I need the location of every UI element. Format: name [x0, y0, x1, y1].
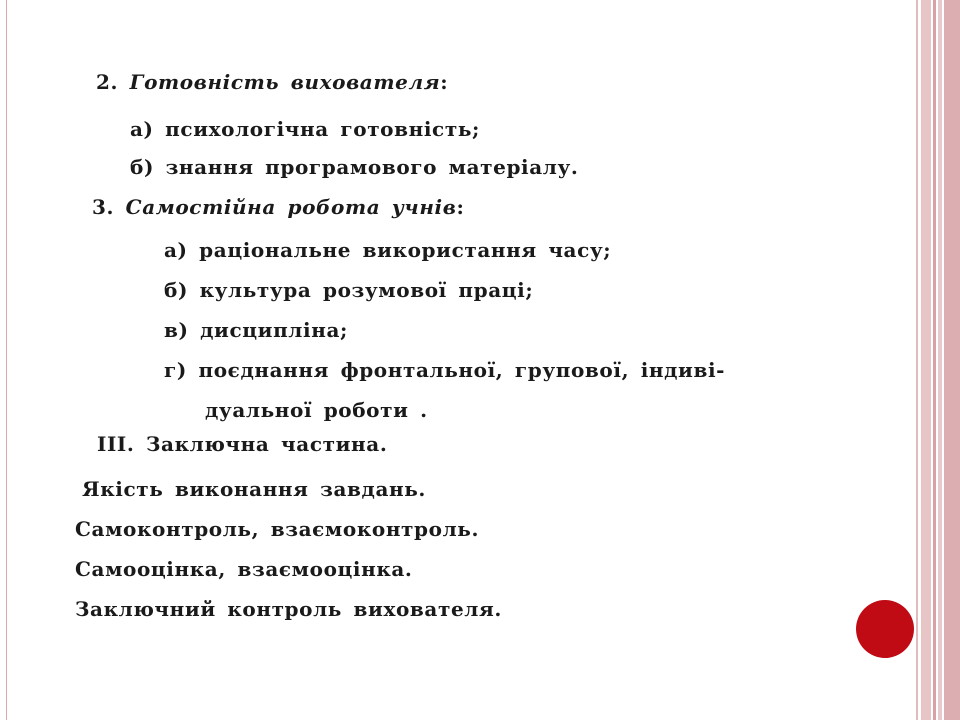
- stripe: [944, 0, 960, 720]
- section-3-item-a: а) раціональне використання часу;: [164, 238, 612, 262]
- stripe: [921, 0, 931, 720]
- final-line-1: Якість виконання завдань.: [82, 477, 426, 501]
- section-3-item-b: б) культура розумової праці;: [164, 278, 534, 302]
- final-section-heading: ІІІ. Заключна частина.: [97, 432, 388, 456]
- section-3-heading: [92, 195, 464, 219]
- section-3-number: 3.: [92, 195, 115, 219]
- final-line-4: Заключний контроль вихователя.: [75, 597, 502, 621]
- section-2-number: 2.: [96, 70, 119, 94]
- section-2-heading: [96, 70, 448, 94]
- section-3-item-d-continued: дуальної роботи .: [205, 398, 428, 422]
- stripe: [916, 0, 918, 720]
- stripe: [933, 0, 936, 720]
- final-line-2: Самоконтроль, взаємоконтроль.: [75, 517, 480, 541]
- section-3-item-c: в) дисципліна;: [164, 318, 348, 342]
- stripe: [938, 0, 942, 720]
- section-2-suffix: :: [440, 70, 449, 94]
- final-line-3: Самооцінка, взаємооцінка.: [75, 557, 413, 581]
- section-2-title: Готовність вихователя: [129, 70, 441, 94]
- section-3-suffix: :: [456, 195, 465, 219]
- section-2-item-b: б) знання програмового матеріалу.: [130, 155, 579, 179]
- section-3-title: Самостійна робота учнів: [125, 195, 457, 219]
- section-3-item-d: г) поєднання фронтальної, групової, індиві-: [164, 358, 726, 382]
- section-2-item-a: а) психологічна готовність;: [130, 117, 480, 141]
- decorative-stripes: [916, 0, 960, 720]
